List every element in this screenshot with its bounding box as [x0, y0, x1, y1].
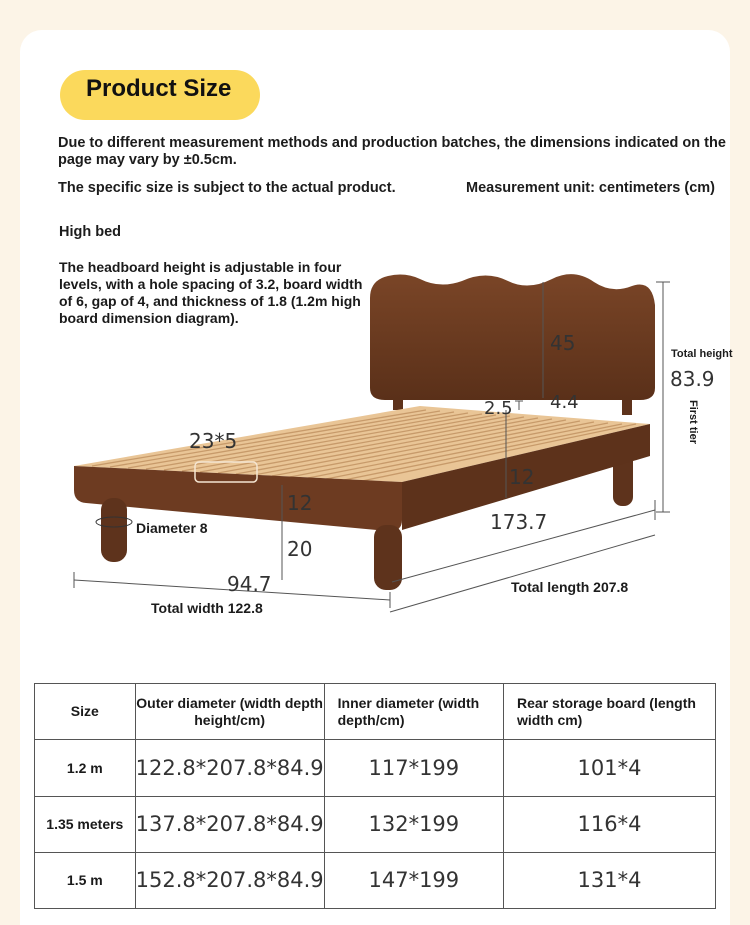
row-size: 1.5 m [35, 852, 136, 908]
dim-frame-side: 12 [509, 465, 535, 489]
bed-type-label: High bed [59, 224, 122, 240]
dim-board-offset: 4.4 [550, 392, 579, 413]
dim-tier-label: First tier [687, 400, 699, 445]
table-header-row [35, 684, 716, 740]
page-title: Product Size [86, 75, 232, 102]
note-unit: Measurement unit: centimeters (cm) [466, 180, 715, 196]
row-size: 1.2 m [35, 740, 136, 796]
dim-headboard-height: 45 [550, 331, 576, 355]
row-inner: 147*199 [324, 852, 503, 908]
row-outer: 122.8*207.8*84.9 [135, 740, 324, 796]
table-header: Outer diameter (width depth height/cm) [135, 684, 324, 740]
table-header: Size [35, 684, 136, 740]
headboard [370, 274, 655, 400]
row-inner: 132*199 [324, 796, 503, 852]
row-inner: 117*199 [324, 740, 503, 796]
dim-frame-front: 12 [287, 491, 313, 515]
note-actual-size: The specific size is subject to the actual product. [58, 180, 396, 196]
row-rear: 101*4 [504, 740, 716, 796]
table-header: Inner diameter (width depth/cm) [324, 684, 503, 740]
table-row [35, 740, 716, 796]
dim-leg-height: 20 [287, 537, 313, 561]
dim-total-length: Total length 207.8 [511, 579, 629, 595]
dim-width: 94.7 [227, 572, 272, 596]
note-line-2: page may vary by ±0.5cm. [58, 152, 237, 168]
dim-total-height-label: Total height [671, 348, 733, 360]
row-outer: 137.8*207.8*84.9 [135, 796, 324, 852]
dim-leg-diameter: Diameter 8 [136, 520, 208, 536]
dim-post-gap: 2.5 [484, 398, 513, 419]
table-header: Rear storage board (length width cm) [504, 684, 716, 740]
note-line-1: Due to different measurement methods and production batches, the dimensions indicated on the [58, 135, 726, 151]
bed-description: The headboard height is adjustable in four levels, with a hole spacing of 3.2, board width of 6, gap of 4, and thickness of 1.8 (1.2m high board dimension diagram). [59, 259, 363, 326]
dim-total-width: Total width 122.8 [151, 600, 263, 616]
dim-inner-length: 173.7 [490, 510, 548, 534]
size-table [34, 683, 716, 909]
row-size: 1.35 meters [35, 796, 136, 852]
row-outer: 152.8*207.8*84.9 [135, 852, 324, 908]
table-row [35, 796, 716, 852]
row-rear: 116*4 [504, 796, 716, 852]
dim-handle: 23*5 [189, 429, 238, 453]
dim-total-height: 83.9 [670, 367, 715, 391]
front-leg-left [101, 498, 127, 562]
table-row [35, 852, 716, 908]
row-rear: 131*4 [504, 852, 716, 908]
